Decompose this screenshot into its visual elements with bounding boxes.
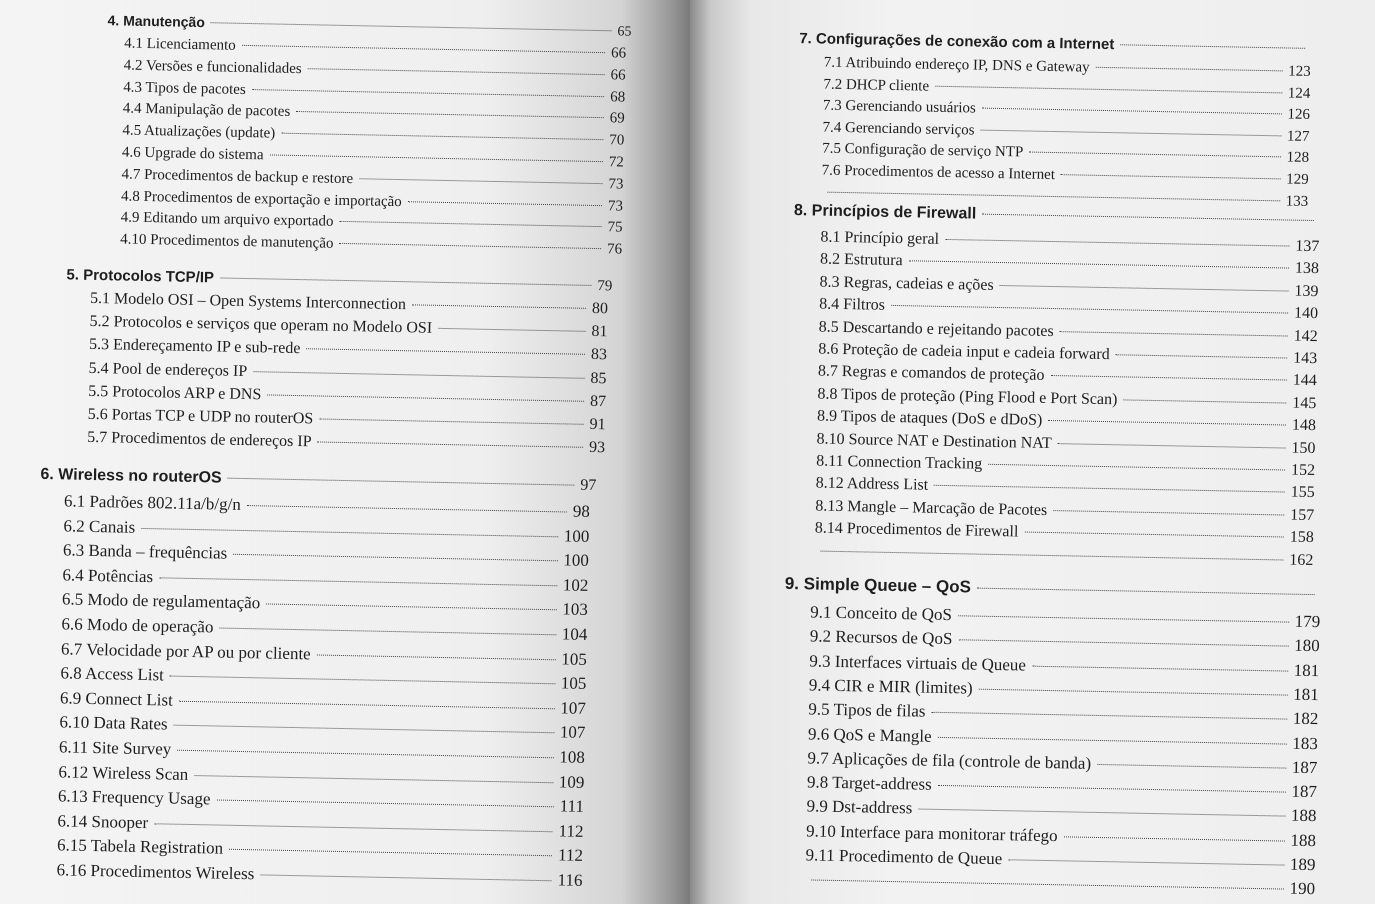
page-number: 189 — [1289, 854, 1316, 875]
page-number: 98 — [572, 501, 591, 521]
page-number: 68 — [610, 88, 626, 106]
section-title: 4.9 Editando um arquivo exportado — [120, 209, 334, 231]
section-title: 8.12 Address List — [815, 474, 929, 495]
chapter-title: 5. Protocolos TCP/IP — [66, 266, 215, 287]
page-number: 65 — [617, 24, 632, 40]
section-title: 4.1 Licenciamento — [123, 35, 236, 54]
page-number: 190 — [1289, 878, 1316, 899]
dot-leader — [174, 725, 554, 734]
section-title: 4.3 Tipos de pacotes — [123, 79, 246, 98]
section-title: 6.13 Frequency Usage — [57, 786, 211, 809]
dot-leader — [811, 880, 1283, 890]
page-number: 144 — [1292, 372, 1317, 390]
section-title: 5.2 Protocolos e serviços que operam no Modelo OSI — [89, 313, 433, 337]
page-number: 129 — [1286, 171, 1309, 188]
dot-leader — [229, 849, 552, 856]
dot-leader — [1096, 67, 1283, 72]
dot-leader — [1032, 665, 1288, 671]
page-number: 137 — [1295, 237, 1320, 256]
page-number: 66 — [610, 67, 626, 84]
dot-leader — [233, 554, 557, 562]
section-title: 5.6 Portas TCP e UDP no routerOS — [87, 405, 314, 428]
section-title: 4.5 Atualizações (update) — [122, 122, 276, 142]
page-number: 162 — [1289, 551, 1314, 569]
section-title: 7.2 DHCP cliente — [823, 76, 930, 95]
dot-leader — [339, 243, 601, 249]
dot-leader — [260, 874, 551, 881]
section-title: 9.10 Interface para monitorar tráfego — [805, 821, 1058, 845]
page-number: 93 — [588, 439, 606, 457]
dot-leader — [1050, 375, 1286, 381]
section-title: 8.3 Regras, cadeias e ações — [819, 273, 994, 294]
section-title: 8.5 Descartando e rejeitando pacotes — [818, 318, 1054, 340]
dot-leader — [1000, 285, 1289, 292]
section-title: 4.4 Manipulação de pacotes — [122, 100, 291, 121]
page-number: 66 — [610, 45, 627, 62]
dot-leader — [1060, 331, 1288, 336]
dot-leader — [1123, 399, 1286, 403]
dot-leader — [359, 178, 602, 184]
dot-leader — [270, 154, 603, 162]
section-title: 9.9 Dst-address — [806, 796, 913, 818]
section-title: 5.7 Procedimentos de endereços IP — [87, 429, 312, 451]
page-number: 80 — [591, 299, 609, 318]
page-number: 126 — [1287, 106, 1311, 124]
dot-leader — [252, 89, 604, 97]
section-title: 6.9 Connect List — [59, 688, 174, 710]
dot-leader — [827, 191, 1279, 201]
chapter-title: 4. Manutenção — [107, 12, 206, 31]
dot-leader — [317, 654, 556, 660]
chapter-title: 6. Wireless no routerOS — [40, 465, 222, 487]
page-number: 179 — [1294, 611, 1321, 632]
dot-leader — [281, 133, 603, 140]
dot-leader — [141, 528, 558, 537]
section-title: 6.4 Potências — [62, 565, 154, 586]
chapter-heading — [40, 466, 596, 495]
section-title: 9.6 QoS e Mangle — [807, 723, 932, 746]
dot-leader — [339, 221, 601, 227]
section-title: 5.3 Endereçamento IP e sub-rede — [88, 336, 301, 358]
section-title: 6.14 Snooper — [57, 811, 149, 832]
dot-leader — [319, 418, 583, 424]
dot-leader — [1058, 443, 1286, 448]
dot-leader — [247, 505, 567, 512]
dot-leader — [982, 214, 1314, 221]
dot-leader — [938, 736, 1287, 744]
section-title: 5.4 Pool de endereços IP — [88, 359, 248, 380]
dot-leader — [981, 129, 1281, 136]
page-number: 188 — [1290, 806, 1317, 826]
section-title: 6.7 Velocidade por AP ou por cliente — [60, 638, 311, 663]
page-number: 73 — [607, 197, 624, 215]
section-title: 8.8 Tipos de proteção (Ping Flood e Port Scan) — [817, 385, 1118, 409]
page-number: 181 — [1293, 684, 1319, 705]
dot-leader — [1097, 764, 1286, 769]
section-title: 7.4 Gerenciando serviços — [822, 119, 975, 139]
dot-leader — [934, 485, 1285, 493]
section-title: 8.4 Filtros — [819, 295, 886, 314]
page-number: 107 — [559, 722, 586, 743]
dot-leader — [1048, 420, 1286, 426]
dot-leader — [438, 328, 585, 332]
dot-leader — [194, 775, 553, 783]
chapter-heading — [785, 574, 1321, 604]
section-title: 4.2 Versões e funcionalidades — [123, 57, 302, 77]
page-number: 183 — [1292, 733, 1319, 753]
page-number: 181 — [1293, 660, 1320, 680]
page-number: 127 — [1286, 128, 1310, 145]
page-number: 143 — [1293, 349, 1318, 368]
section-title: 6.6 Modo de operação — [61, 614, 214, 637]
section-title: 7.1 Atribuindo endereço IP, DNS e Gateway — [823, 54, 1090, 76]
page-number: 105 — [560, 673, 587, 694]
dot-leader — [253, 371, 584, 379]
section-title: 6.16 Procedimentos Wireless — [56, 860, 255, 884]
dot-leader — [977, 588, 1315, 595]
section-title: 4.7 Procedimentos de backup e restore — [121, 166, 354, 187]
dot-leader — [982, 108, 1282, 115]
section-title: 8.1 Princípio geral — [820, 228, 940, 248]
page-number: 112 — [558, 821, 584, 841]
section-title: 7.6 Procedimentos de acesso a Internet — [821, 162, 1056, 184]
section-title: 6.3 Banda – frequências — [62, 540, 228, 563]
dot-leader — [154, 823, 552, 832]
dot-leader — [159, 577, 557, 586]
page-number: 97 — [580, 476, 597, 495]
page-number: 158 — [1289, 528, 1314, 547]
section-title: 8.14 Procedimentos de Firewall — [814, 519, 1019, 541]
section-title: 4.10 Procedimentos de manutenção — [120, 231, 334, 252]
page-number: 107 — [560, 698, 587, 718]
page-number: 116 — [557, 870, 583, 890]
dot-leader — [306, 349, 585, 356]
page-number: 111 — [559, 796, 585, 817]
dot-leader — [308, 68, 605, 75]
page-number: 124 — [1287, 85, 1311, 102]
page-number: 75 — [607, 219, 623, 236]
page-number: 79 — [597, 278, 613, 295]
dot-leader — [1029, 152, 1280, 158]
page-number: 73 — [608, 176, 624, 193]
dot-leader — [958, 615, 1289, 622]
page-number: 85 — [590, 369, 607, 387]
page-number: 123 — [1288, 63, 1311, 80]
section-title: 7.3 Gerenciando usuários — [822, 97, 976, 117]
dot-leader — [1024, 532, 1283, 538]
page-number: 142 — [1293, 327, 1318, 345]
chapter-title: 8. Princípios de Firewall — [793, 202, 977, 223]
page-number: 70 — [609, 132, 625, 149]
page-number: 152 — [1290, 461, 1316, 480]
page-number: 81 — [591, 323, 608, 341]
page-number: 148 — [1291, 416, 1317, 435]
page-number: 109 — [558, 771, 585, 792]
section-title: 6.2 Canais — [63, 515, 136, 537]
dot-leader — [909, 261, 1289, 269]
dot-leader — [242, 45, 605, 53]
page-number: 187 — [1291, 781, 1318, 802]
dot-leader — [228, 478, 575, 486]
toc-entry — [120, 232, 622, 259]
dot-leader — [988, 464, 1285, 471]
dot-leader — [412, 304, 586, 308]
page-number: 108 — [559, 747, 586, 767]
page-number: 87 — [589, 392, 607, 411]
toc-entry — [814, 542, 1313, 570]
section-title: 6.5 Modo de regulamentação — [61, 589, 261, 613]
section-title: 8.13 Mangle – Marcação de Pacotes — [815, 497, 1048, 519]
section-title: 8.9 Tipos de ataques (DoS e dDoS) — [816, 407, 1043, 430]
dot-leader — [958, 640, 1288, 647]
dot-leader — [1064, 836, 1285, 841]
toc-entry — [56, 860, 582, 891]
dot-leader — [1120, 44, 1305, 49]
dot-leader — [211, 22, 612, 31]
dot-leader — [177, 750, 553, 759]
page-number: 145 — [1292, 394, 1317, 412]
section-title: 9.4 CIR e MIR (limites) — [808, 675, 973, 698]
dot-leader — [267, 394, 584, 401]
page-number: 91 — [589, 415, 606, 434]
page-number: 83 — [590, 346, 608, 364]
dot-leader — [216, 800, 553, 808]
dot-leader — [945, 239, 1289, 247]
page-number: 69 — [609, 110, 625, 127]
section-title: 9.7 Aplicações de fila (controle de banda) — [807, 748, 1092, 773]
toc-entry — [805, 870, 1315, 900]
page-number: 157 — [1290, 506, 1315, 524]
dot-leader — [979, 689, 1288, 696]
dot-leader — [820, 550, 1283, 560]
section-title: 8.10 Source NAT e Destination NAT — [816, 430, 1052, 452]
section-title: 6.10 Data Rates — [59, 712, 168, 734]
right-page — [690, 0, 1375, 904]
section-title: 4.6 Upgrade do sistema — [121, 144, 264, 164]
page-number: 104 — [561, 624, 588, 644]
dot-leader — [1116, 354, 1288, 358]
section-title: 6.8 Access List — [60, 663, 165, 685]
section-title: 9.5 Tipos de filas — [808, 699, 926, 721]
page-number: 150 — [1291, 439, 1316, 457]
section-title: 5.1 Modelo OSI – Open Systems Interconnection — [89, 289, 407, 314]
dot-leader — [220, 277, 591, 285]
chapter-title: 7. Configurações de conexão com a Internet — [799, 30, 1115, 54]
dot-leader — [318, 442, 584, 448]
section-title: 8.7 Regras e comandos de proteção — [817, 362, 1045, 385]
dot-leader — [408, 201, 602, 206]
page-number: 140 — [1293, 304, 1319, 323]
section-title: 7.5 Configuração de serviço NTP — [822, 140, 1024, 161]
page-number: 76 — [606, 241, 623, 258]
page-number: 188 — [1290, 830, 1317, 850]
dot-leader — [170, 676, 555, 685]
page-number: 103 — [562, 599, 589, 620]
dot-leader — [891, 305, 1288, 314]
page-number: 138 — [1294, 260, 1320, 278]
section-title: 9.2 Recursos de QoS — [809, 626, 953, 649]
page-number: 100 — [563, 526, 590, 546]
section-title: 8.11 Connection Tracking — [816, 452, 983, 473]
section-title: 6.12 Wireless Scan — [58, 761, 189, 784]
dot-leader — [918, 809, 1285, 817]
dot-leader — [938, 785, 1286, 793]
chapter-title: 9. Simple Queue – QoS — [784, 573, 972, 597]
section-title: 8.6 Proteção de cadeia input e cadeia forward — [818, 340, 1110, 364]
page-number: 105 — [561, 648, 588, 669]
section-title: 4.8 Procedimentos de exportação e importação — [120, 188, 402, 210]
section-title: 9.1 Conceito de QoS — [810, 602, 953, 625]
page-number: 139 — [1294, 282, 1319, 300]
page-number: 72 — [608, 154, 625, 171]
section-title: 9.3 Interfaces virtuais de Queue — [809, 651, 1027, 675]
dot-leader — [1061, 174, 1280, 179]
section-title: 6.15 Tabela Registration — [56, 835, 224, 859]
page-number: 180 — [1294, 636, 1320, 656]
chapter-heading — [799, 30, 1311, 57]
page-number: 187 — [1291, 757, 1318, 777]
dot-leader — [296, 111, 604, 118]
page-number: 182 — [1292, 708, 1319, 729]
dot-leader — [266, 604, 556, 611]
section-title: 5.5 Protocolos ARP e DNS — [87, 382, 262, 404]
dot-leader — [1008, 859, 1284, 865]
section-title: 9.8 Target-address — [806, 772, 932, 794]
dot-leader — [931, 712, 1286, 720]
dot-leader — [219, 628, 555, 636]
section-title: 6.1 Padrões 802.11a/b/g/n — [63, 491, 242, 514]
section-title: 9.11 Procedimento de Queue — [805, 845, 1003, 869]
page-number: 133 — [1285, 193, 1309, 210]
toc-entry — [87, 429, 605, 457]
page-number: 112 — [557, 845, 584, 866]
dot-leader — [935, 85, 1282, 93]
page-number: 128 — [1286, 149, 1310, 167]
page-number: 155 — [1290, 484, 1315, 502]
page-number: 100 — [563, 550, 590, 571]
dot-leader — [179, 701, 555, 710]
section-title: 6.11 Site Survey — [58, 737, 172, 759]
dot-leader — [1053, 510, 1284, 515]
section-title: 8.2 Estrutura — [819, 250, 903, 270]
page-number: 102 — [562, 575, 589, 595]
